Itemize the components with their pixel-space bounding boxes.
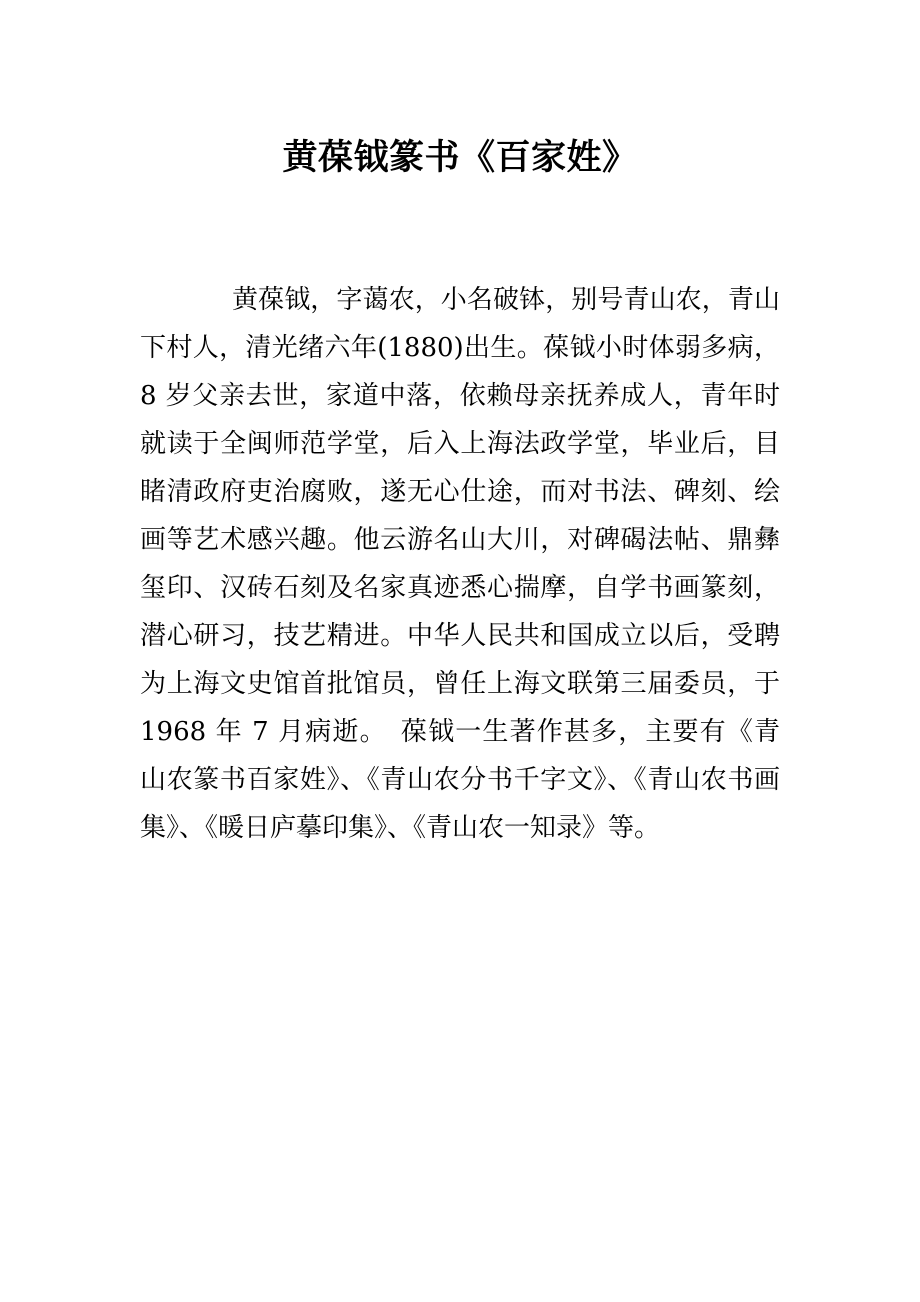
biography-paragraph: 黄葆钺，字蔼农，小名破钵，别号青山农，青山下村人，清光绪六年(1880)出生。葆钺小时体弱多病，8 岁父亲去世，家道中落，依赖母亲抚养成人，青年时就读于全闽师范学堂，后入上海法政学堂，毕业后，目睹清政府吏治腐败，遂无心仕途，而对书法、碑刻、绘画等艺术感兴趣。他云游名山大川，对碑碣法帖、鼎彝玺印、汉砖石刻及名家真迹悉心揣摩，自学书画篆刻，潜心研习，技艺精进。中华人民共和国成立以后，受聘为上海文史馆首批馆员，曾任上海文联第三届委员，于 1968 年 7 月病逝。 葆钺一生著作甚多，主要有《青山农篆书百家姓》、《青山农分书千字文》、《青山农书画集》、《暖日庐摹印集》、《青山农一知录》等。 — [140, 285, 780, 843]
document-title: 黄葆钺篆书《百家姓》 — [282, 137, 638, 179]
